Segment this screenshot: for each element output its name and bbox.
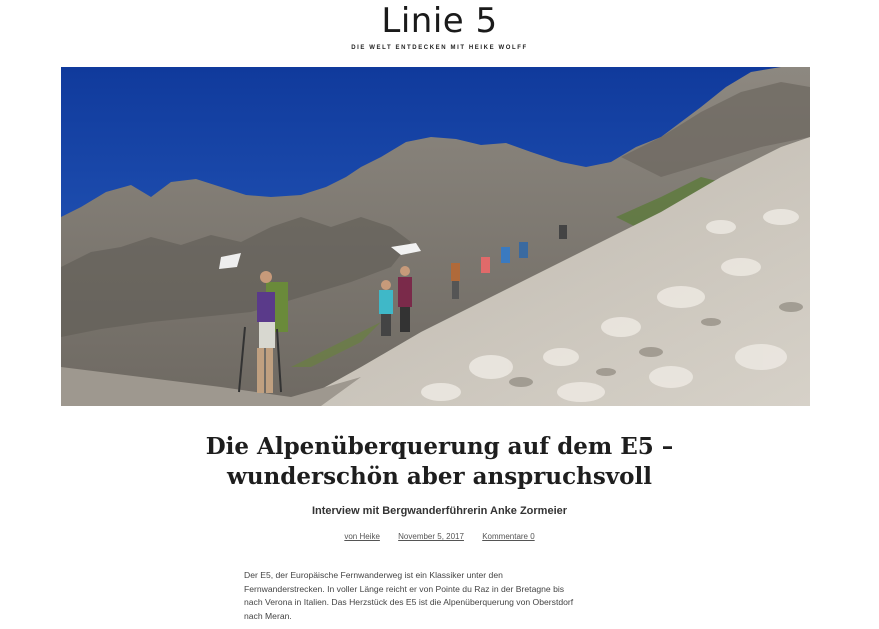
hero-image [61,67,810,406]
comments-link[interactable]: Kommentare 0 [482,532,535,541]
post-title-line1: Die Alpenüberquerung auf dem E5 – [205,433,674,460]
excerpt-line: Der E5, der Europäische Fernwanderweg ist ein Klassiker unter den [244,570,503,580]
post-title-line2: wunderschön aber anspruchsvoll [227,463,652,490]
site-header [0,0,879,52]
excerpt-line: nach Verona in Italien. Das Herzstück des E5 ist die Alpenüberquerung von Oberstdorf [244,597,574,607]
post-title[interactable] [0,432,879,492]
mountain-photo-icon [61,67,810,406]
author-link[interactable]: von Heike [344,532,380,541]
post-excerpt [244,569,636,623]
post-meta [0,532,879,541]
post-subtitle: Interview mit Bergwanderführerin Anke Zormeier [311,505,568,517]
excerpt-line: nach Meran. [244,610,292,621]
site-tagline: DIE WELT ENTDECKEN MIT HEIKE WOLFF [351,45,528,51]
date-link[interactable]: November 5, 2017 [398,532,464,541]
site-title[interactable]: Linie 5 [381,1,498,41]
excerpt-line: Fernwanderstrecken. In voller Länge reicht er von Pointe du Raz in der Bretagne bis [244,583,565,594]
